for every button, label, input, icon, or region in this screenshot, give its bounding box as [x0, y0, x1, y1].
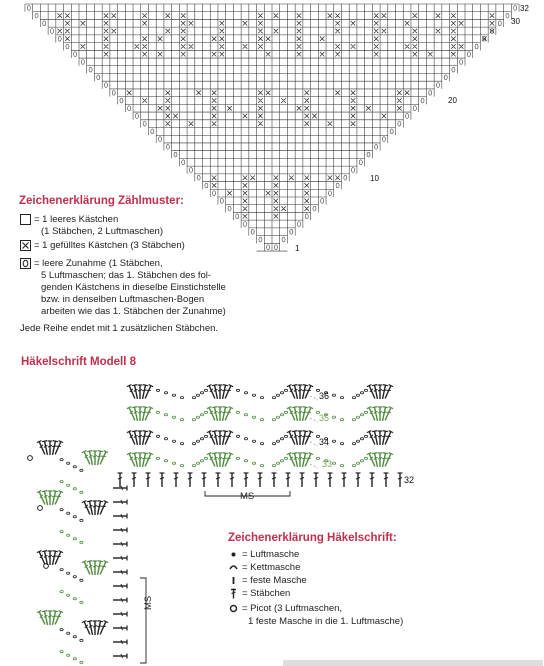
crochet-row-33: 33: [322, 459, 333, 469]
legend-crochet-item: [228, 549, 299, 560]
arc-icon: [228, 562, 239, 573]
legend-crochet-item: [228, 575, 307, 586]
legend-filet-item-increase: [20, 258, 163, 269]
row-number-32: 32: [520, 4, 529, 13]
legend-filet-line: (1 Stäbchen, 2 Luftmaschen): [41, 226, 163, 237]
legend-crochet-title: Zeichenerklärung Häkelschrift:: [228, 532, 397, 544]
legend-crochet-label: = Picot (3 Luftmaschen,: [242, 603, 343, 615]
increase-square-0-icon: [20, 258, 31, 269]
legend-crochet-item: [228, 588, 290, 599]
legend-filet-line: arbeiten wie das 1. Stäbchen der Zunahme): [41, 306, 226, 317]
legend-filet-item-empty: [20, 214, 118, 225]
crochet-chart-title: Häkelschrift Modell 8: [21, 356, 137, 368]
legend-filet-line: = 1 gefülltes Kästchen (3 Stäbchen): [34, 240, 185, 252]
dot-icon: [228, 549, 239, 560]
ms-label-bottom: MS: [240, 491, 255, 502]
legend-filet-line: genden Kästchens in dieselbe Einstichstelle: [41, 282, 226, 293]
legend-filet-title: Zeichenerklärung Zählmuster:: [19, 195, 184, 207]
row-number-30: 30: [511, 17, 520, 26]
legend-crochet-label: = Luftmasche: [242, 549, 300, 561]
legend-crochet-label: = Stäbchen: [242, 588, 291, 600]
legend-filet-line: bzw. in denselben Luftmaschen-Bogen: [41, 294, 205, 305]
bar-icon: [228, 575, 239, 586]
legend-crochet-label: = Kettmasche: [242, 562, 301, 574]
legend-filet-note: Jede Reihe endet mit 1 zusätzlichen Stäbchen.: [20, 323, 219, 334]
crochet-row-36: 36: [319, 391, 330, 401]
legend-filet-line: = leere Zunahme (1 Stäbchen,: [34, 258, 163, 270]
crochet-row-34: 34: [319, 437, 330, 447]
row-number-20: 20: [448, 96, 457, 105]
row-number-10: 10: [370, 174, 379, 183]
scan-edge-strip: [283, 660, 543, 666]
legend-filet-item-filled: [20, 240, 185, 251]
legend-crochet-label: = feste Masche: [242, 575, 307, 587]
picot-icon: [228, 603, 239, 614]
filled-square-x-icon: [20, 240, 31, 251]
row-number-1: 1: [295, 244, 300, 253]
empty-square-icon: [20, 214, 31, 225]
legend-crochet-item: [228, 562, 300, 573]
legend-crochet-item: [228, 603, 342, 614]
crochet-row-35: 35: [319, 413, 330, 423]
legend-filet-line: 5 Luftmaschen; das 1. Stäbchen des fol-: [41, 270, 212, 281]
cross-stitch-icon: [228, 588, 239, 599]
ms-label-side: MS: [143, 595, 154, 610]
legend-crochet-label: 1 feste Masche in die 1. Luftmasche): [248, 616, 404, 627]
legend-filet-line: = 1 leeres Kästchen: [34, 214, 119, 226]
crochet-row-32: 32: [404, 475, 415, 485]
